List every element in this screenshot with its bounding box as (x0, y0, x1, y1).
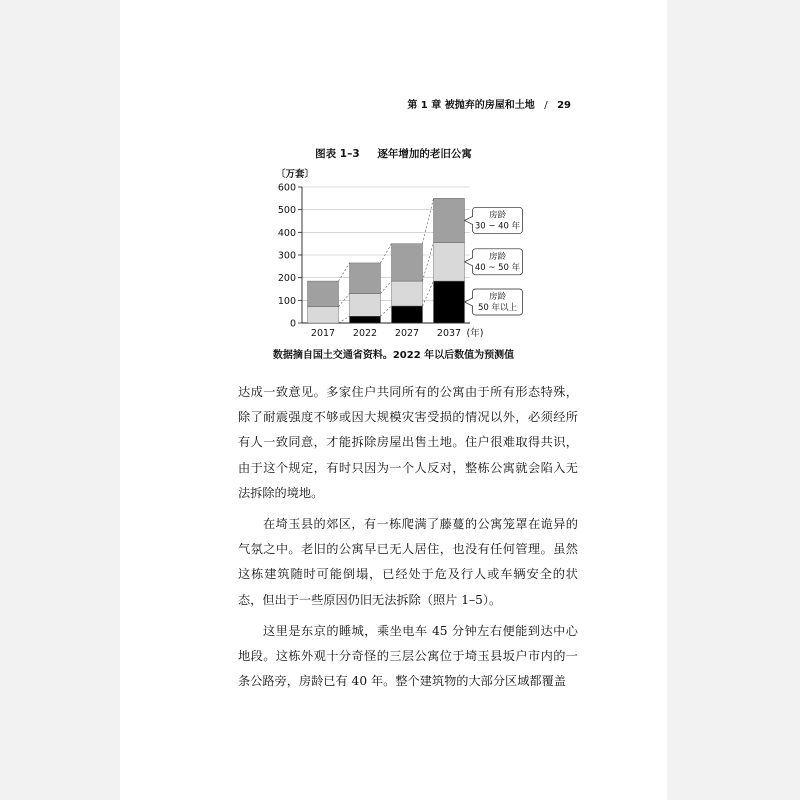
callout-pointer (465, 298, 473, 306)
chapter-title: 被抛弃的房屋和土地 (444, 100, 535, 111)
legend-label: 房龄 (488, 292, 507, 303)
bar-segment (392, 281, 423, 306)
y-tick-label: 0 (289, 318, 296, 330)
x-unit-label: (年) (466, 328, 484, 339)
x-tick-label: 2027 (394, 328, 420, 339)
x-tick-label: 2037 (436, 328, 462, 339)
bar-segment (434, 198, 465, 242)
connector-line (381, 244, 392, 263)
figure-caption: 数据摘自国土交通省资料。2022 年以后数值为预测值 (272, 350, 515, 361)
connector-line (339, 263, 350, 281)
body-text (238, 380, 578, 694)
body-paragraph: 这里是东京的睡城，乘坐电车 45 分钟左右便能到达中心地段。这栋外观十分奇怪的三层公寓位于埼玉县坂户市内的一条公路旁，房龄已有 40 年。整个建筑物的大部分区域都覆盖 (238, 623, 578, 689)
connector-line (381, 281, 392, 293)
body-paragraph: 在埼玉县的郊区，有一栋爬满了藤蔓的公寓笼罩在诡异的气氛之中。老旧的公寓早已无人居住，也没有任何管理。虽然这栋建筑随时可能倒塌，已经处于危及行人或车辆安全的状态，但出于一些原因仍旧无法拆除（照片 1–5）。 (238, 517, 578, 607)
bar-segment (392, 244, 423, 281)
connector-line (423, 243, 434, 282)
callout-joint (472, 299, 474, 306)
connector-line (423, 281, 434, 306)
connector-line (423, 198, 434, 243)
legend-label: 50 年以上 (477, 303, 518, 314)
legend-label: 房龄 (488, 210, 507, 221)
connector-line (381, 306, 392, 316)
stacked-bar-chart (120, 160, 667, 345)
chapter-number: 第 1 章 (407, 100, 442, 111)
bar-segment (350, 316, 381, 323)
x-tick-label: 2017 (310, 328, 336, 339)
bar-segment (350, 263, 381, 294)
figure-title-text: 逐年增加的老旧公寓 (377, 148, 472, 160)
callout-pointer (465, 258, 473, 266)
y-tick-label: 400 (277, 227, 296, 239)
callout-pointer (465, 216, 473, 224)
bar-segment (434, 243, 465, 282)
legend-label: 40 ~ 50 年 (474, 262, 521, 273)
separator: / (544, 100, 548, 111)
figure-title (120, 146, 667, 161)
figure-number: 图表 1–3 (315, 148, 360, 160)
y-tick-label: 600 (277, 182, 296, 194)
running-head (120, 96, 571, 111)
y-unit-label: 〔万套〕 (276, 169, 315, 180)
body-paragraph: 达成一致意见。多家住户共同所有的公寓由于所有形态特殊，除了耐震强度不够或因大规模灾害受损的情况以外，必须经所有人一致同意，才能拆除房屋出售土地。住户很难取得共识，由于这个规定，有时只因为一个人反对，整栋公寓就会陷入无法拆除的境地。 (238, 385, 578, 500)
y-tick-label: 100 (277, 295, 296, 307)
bar-segment (350, 294, 381, 317)
y-tick-label: 200 (277, 273, 296, 285)
y-tick-label: 300 (277, 250, 296, 262)
legend-label: 30 ~ 40 年 (474, 221, 521, 232)
y-tick-label: 500 (277, 205, 296, 217)
x-tick-label: 2022 (352, 328, 378, 339)
bar-segment (392, 306, 423, 323)
bar-segment (308, 281, 339, 307)
callout-joint (472, 258, 474, 265)
callout-joint (472, 217, 474, 224)
connector-line (339, 316, 350, 323)
bar-segment (308, 307, 339, 323)
legend-label: 房龄 (488, 251, 507, 262)
bar-segment (434, 281, 465, 323)
page-number: 29 (557, 100, 571, 111)
